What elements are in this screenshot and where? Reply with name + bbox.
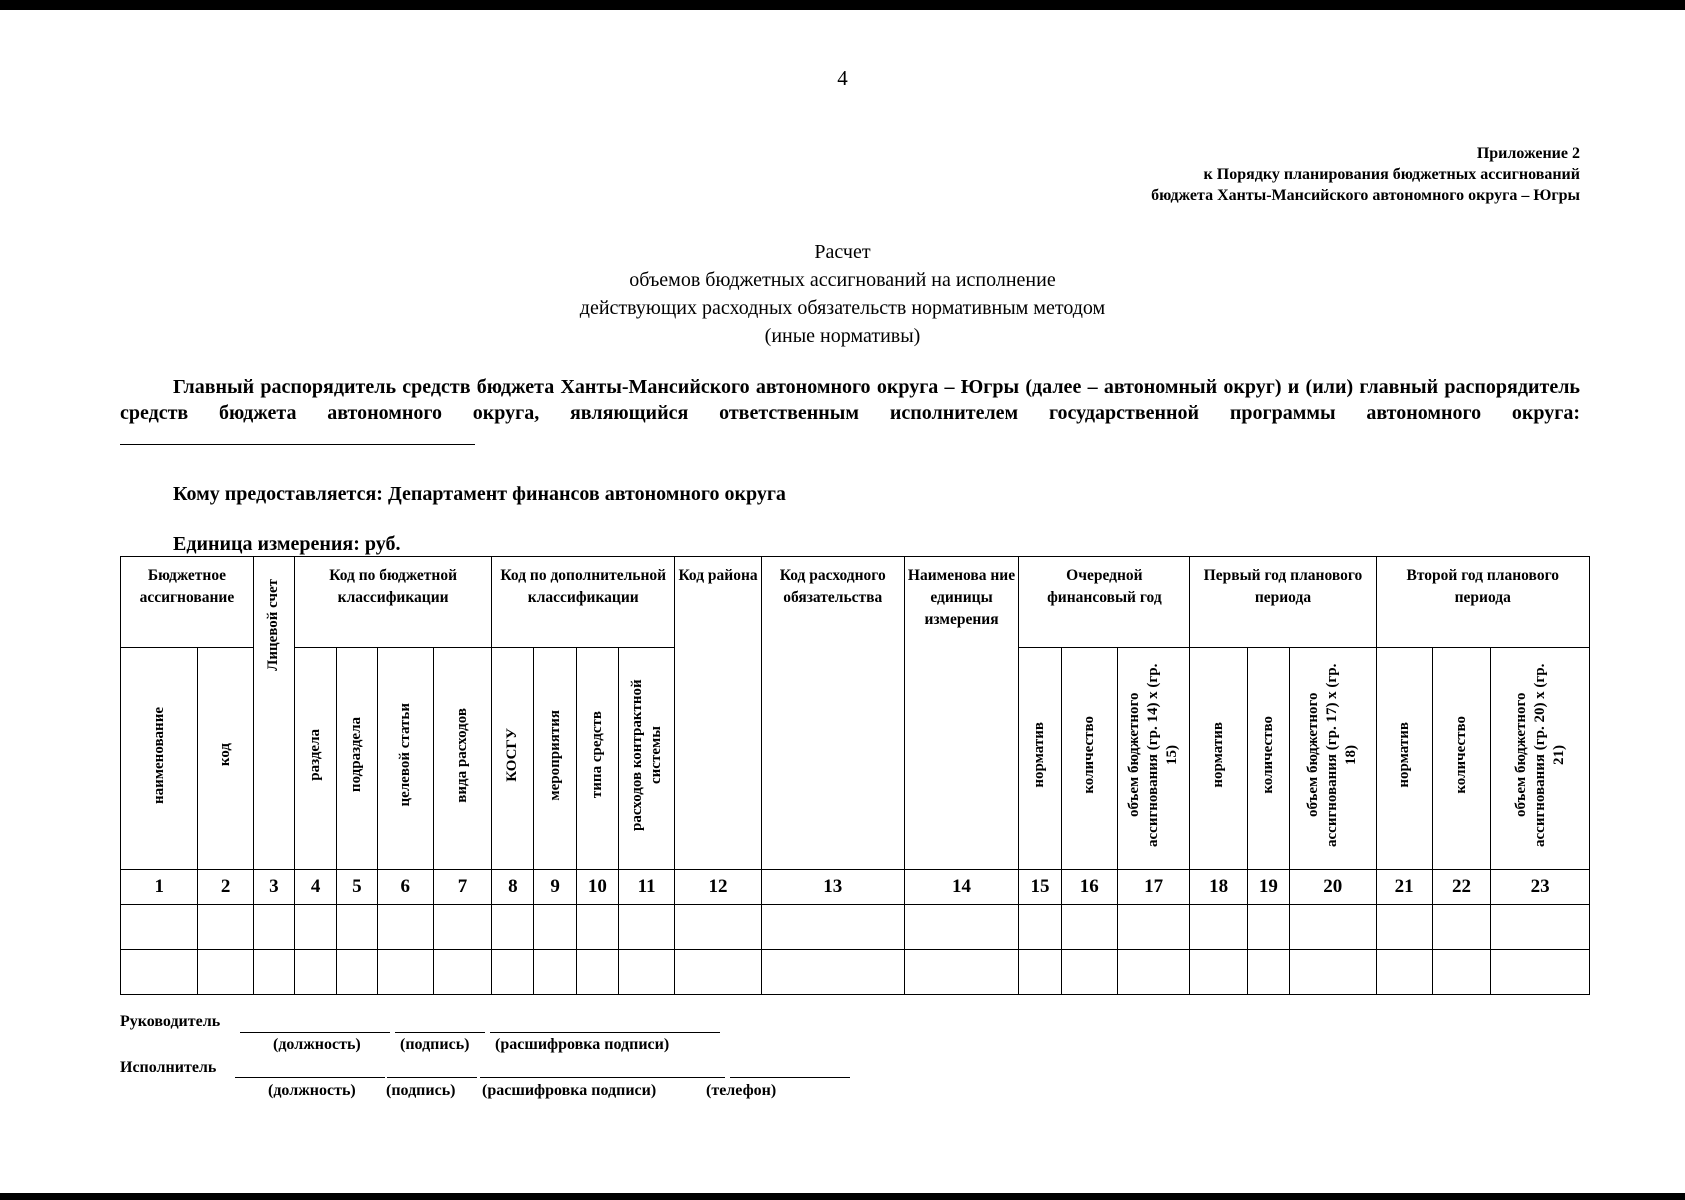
head-label: Руководитель [120,1013,221,1030]
subheader-qty-1: количество [1080,716,1097,794]
column-number-22: 22 [1432,870,1490,905]
table-cell[interactable] [761,950,904,995]
executor-position-caption: (должность) [268,1082,356,1099]
column-number-9: 9 [534,870,576,905]
column-number-8: 8 [492,870,534,905]
table-cell[interactable] [198,950,253,995]
table-cell[interactable] [1432,905,1490,950]
appendix-line-3: бюджета Ханты-Мансийского автономного округа – Югры [1151,187,1580,204]
column-number-20: 20 [1289,870,1376,905]
table-cell[interactable] [295,950,337,995]
table-cell[interactable] [1117,950,1189,995]
subheader-section-cell [295,648,337,870]
header-first-plan-year: Первый год планового периода [1190,557,1376,648]
subheader-name: наименование [150,706,167,804]
subheader-fund-type-cell [576,648,618,870]
head-position-caption: (должность) [273,1036,361,1053]
recipient-line: Кому предоставляется: Департамент финансов автономного округа [173,483,786,505]
table-cell[interactable] [534,950,576,995]
subheader-subsection-cell [337,648,377,870]
subheader-contract-expenses: расходов контрактной системы [628,679,664,831]
table-cell[interactable] [492,950,534,995]
table-cell[interactable] [576,905,618,950]
column-number-17: 17 [1117,870,1189,905]
appendix-line-2: к Порядку планирования бюджетных ассигнований [1203,166,1580,183]
column-number-21: 21 [1376,870,1432,905]
header-unit-name: Наименова ние единицы измерения [904,557,1019,870]
table-cell[interactable] [1376,950,1432,995]
scan-border-bottom [0,1193,1685,1200]
table-cell[interactable] [904,905,1019,950]
subheader-volume-2-cell [1289,648,1376,870]
subheader-volume-3: объем бюджетного ассигнования (гр. 20) х (гр. 21) [1512,663,1567,847]
subheader-norm-2-cell [1190,648,1247,870]
table-cell[interactable] [1117,905,1189,950]
table-cell[interactable] [675,950,762,995]
column-number-2: 2 [198,870,253,905]
table-cell[interactable] [295,905,337,950]
column-number-12: 12 [675,870,762,905]
subheader-volume-1: объем бюджетного ассигнования (гр. 14) х (гр. 15) [1126,663,1181,847]
table-cell[interactable] [492,905,534,950]
table-cell[interactable] [337,905,377,950]
subheader-norm-1: норматив [1031,722,1048,788]
subheader-target-article: целевой статьи [396,703,413,807]
subheader-qty-3: количество [1453,716,1469,794]
table-cell[interactable] [761,905,904,950]
table-cell[interactable] [1061,905,1117,950]
table-cell[interactable] [1247,950,1289,995]
header-expense-obligation-code: Код расходного обязательства [761,557,904,870]
subheader-norm-2: норматив [1210,722,1227,788]
subheader-volume-1-cell [1117,648,1189,870]
table-cell[interactable] [618,905,674,950]
table-cell[interactable] [904,950,1019,995]
scan-border-top [0,0,1685,10]
subheader-subsection: подраздела [348,717,365,793]
table-cell[interactable] [1491,905,1590,950]
subheader-norm-3-cell [1376,648,1432,870]
subheader-qty-2-cell [1247,648,1289,870]
page-number: 4 [837,66,848,90]
table-cell[interactable] [433,950,491,995]
executor-decoding-caption: (расшифровка подписи) [482,1082,657,1099]
column-number-4: 4 [295,870,337,905]
title-line-2: объемов бюджетных ассигнований на исполнение [629,269,1056,291]
table-cell[interactable] [618,950,674,995]
header-personal-account: Лицевой счет [265,579,282,671]
title-line-1: Расчет [814,241,871,263]
subheader-norm-3: норматив [1395,722,1412,788]
title-line-4: (иные нормативы) [764,325,921,347]
head-position-line[interactable] [240,1032,390,1033]
table-cell[interactable] [1491,950,1590,995]
executor-label: Исполнитель [120,1059,217,1076]
head-decoding-caption: (расшифровка подписи) [495,1036,670,1053]
column-number-14: 14 [904,870,1019,905]
subheader-code-cell [198,648,253,870]
subheader-kosgu-cell [492,648,534,870]
table-cell[interactable] [576,950,618,995]
header-current-year: Очередной финансовый год [1019,557,1190,648]
subheader-event: мероприятия [546,709,563,801]
subheader-code: код [217,743,234,767]
title-line-3: действующих расходных обязательств нормативным методом [579,297,1106,319]
header-budget-allocation: Бюджетное ассигнование [121,557,254,648]
column-number-11: 11 [618,870,674,905]
executor-phone-caption: (телефон) [706,1082,777,1099]
table-cell[interactable] [1432,950,1490,995]
subheader-volume-2: объем бюджетного ассигнования (гр. 17) х (гр. 18) [1305,663,1360,847]
executor-signature-caption: (подпись) [386,1082,456,1099]
column-number-10: 10 [576,870,618,905]
subheader-section: раздела [307,729,324,781]
executor-signature-line[interactable] [387,1077,477,1078]
table-cell[interactable] [675,905,762,950]
subheader-kosgu: КОСГУ [504,728,521,782]
table-cell[interactable] [253,905,294,950]
table-cell[interactable] [1190,950,1247,995]
subheader-qty-3-cell [1432,648,1490,870]
column-number-row [121,870,1590,905]
executor-phone-line[interactable] [730,1077,850,1078]
subheader-norm-1-cell [1019,648,1061,870]
column-number-18: 18 [1190,870,1247,905]
table-cell[interactable] [1019,950,1061,995]
table-cell[interactable] [1061,950,1117,995]
document-title [0,238,1685,350]
table-cell[interactable] [1019,905,1061,950]
column-number-15: 15 [1019,870,1061,905]
subheader-qty-1-cell [1061,648,1117,870]
header-personal-account-cell [253,557,294,870]
table-cell[interactable] [1289,905,1376,950]
table-cell[interactable] [1190,905,1247,950]
table-cell[interactable] [337,950,377,995]
table-row [121,950,1590,995]
head-signature-caption: (подпись) [400,1036,470,1053]
subheader-contract-expenses-cell [618,648,674,870]
intro-text: Главный распорядитель средств бюджета Ханты-Мансийского автономного округа – Югры (далее – автономный округ) и (или) главный распорядитель средств бюджета автономного округа, являющийся ответственным исполнителем государственной программы автономного округа: [120,376,1580,424]
column-number-13: 13 [761,870,904,905]
table-cell[interactable] [253,950,294,995]
header-additional-class-code: Код по дополнительной классификации [492,557,675,648]
executor-decoding-line[interactable] [480,1077,725,1078]
table-cell[interactable] [1247,905,1289,950]
head-decoding-line[interactable] [490,1032,720,1033]
appendix-note [1151,143,1580,206]
table-cell[interactable] [377,950,433,995]
column-number-3: 3 [253,870,294,905]
column-number-1: 1 [121,870,198,905]
header-second-plan-year: Второй год планового периода [1376,557,1590,648]
column-number-7: 7 [433,870,491,905]
subheader-name-cell [121,648,198,870]
column-number-19: 19 [1247,870,1289,905]
subheader-event-cell [534,648,576,870]
table-cell[interactable] [534,905,576,950]
column-number-16: 16 [1061,870,1117,905]
administrator-blank-field[interactable] [120,428,475,445]
table-cell[interactable] [1289,950,1376,995]
table-cell[interactable] [198,905,253,950]
table-row [121,905,1590,950]
subheader-expense-type-cell [433,648,491,870]
table-cell[interactable] [377,905,433,950]
column-number-23: 23 [1491,870,1590,905]
column-number-6: 6 [377,870,433,905]
header-budget-class-code: Код по бюджетной классификации [295,557,492,648]
subheader-qty-2: количество [1259,716,1276,794]
subheader-fund-type: типа средств [588,711,605,799]
subheader-target-article-cell [377,648,433,870]
executor-position-line[interactable] [235,1077,385,1078]
appendix-line-1: Приложение 2 [1476,145,1580,162]
table-cell[interactable] [1376,905,1432,950]
subheader-expense-type: вида расходов [454,707,471,803]
unit-line: Единица измерения: руб. [173,533,401,555]
column-number-5: 5 [337,870,377,905]
calculation-table [120,556,1590,995]
subheader-volume-3-cell [1491,648,1590,870]
table-cell[interactable] [433,905,491,950]
head-signature-line[interactable] [395,1032,485,1033]
intro-paragraph [120,374,1580,452]
header-district-code: Код района [675,557,762,870]
table-cell[interactable] [121,905,198,950]
table-cell[interactable] [121,950,198,995]
